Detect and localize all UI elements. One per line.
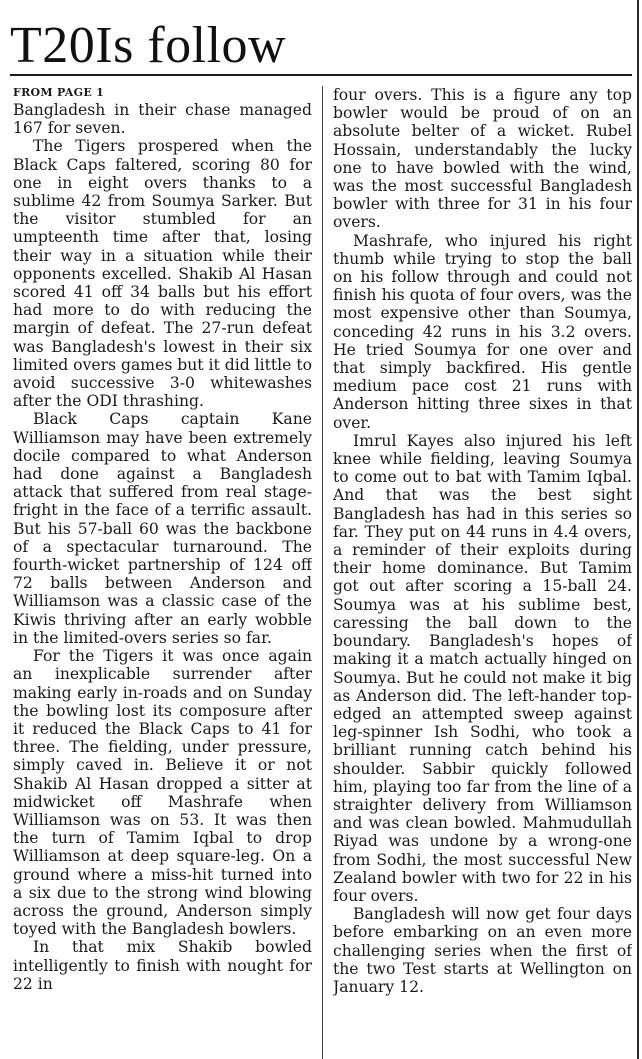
paragraph: Bangladesh will now get four days before embarking on an even more challenging series when the first of the two Test starts at Wellington on January 12. [333, 905, 632, 996]
paragraph: The Tigers prospered when the Black Caps faltered, scoring 80 for one in eight overs thanks to a sublime 42 from Soumya Sarker. But the visitor stumbled for an umpteenth time after that, losing their way in a situation while their opponents excelled. Shakib Al Hasan scored 41 off 34 balls but his effort had more to do with reducing the margin of defeat. The 27-run defeat was Bangladesh's lowest in their six limited overs games but it did little to avoid successive 3-0 whitewashes after the ODI thrashing. [13, 137, 312, 411]
paragraph: Imrul Kayes also injured his left knee while fielding, leaving Soumya to come out to bat with Tamim Iqbal. And that was the best sight Bangladesh has had in this series so far. They put on 44 runs in 4.4 overs, a reminder of their exploits during their home dominance. But Tamim got out after scoring a 15-ball 24. Soumya was at his sublime best, caressing the ball down to the boundary. Bangladesh's hopes of making it a match actually hinged on Soumya. But he could not make it big as Anderson did. The left-hander top-edged an attempted sweep against leg-spinner Ish Sodhi, who took a brilliant running catch behind his shoulder. Sabbir quickly followed him, playing too far from the line of a straighter delivery from Williamson and was clean bowled. Mahmudullah Riyad was undone by a wrong-one from Sodhi, the most successful New Zealand bowler with two for 22 in his four overs. [333, 431, 632, 905]
paragraph: For the Tigers it was once again an inexplicable surrender after making early in-roads and on Sunday the bowling lost its composure after it reduced the Black Caps to 41 for three. The fielding, under pressure, simply caved in. Believe it or not Shakib Al Hasan dropped a sitter at midwicket off Mashrafe when Williamson was on 53. It was then the turn of Tamim Iqbal to drop Williamson at deep square-leg. On a ground where a miss-hit turned into a six due to the strong wind blowing across the ground, Anderson simply toyed with the Bangladesh bowlers. [13, 647, 312, 939]
column-divider [322, 86, 323, 1059]
continuation-kicker: FROM PAGE 1 [13, 86, 105, 99]
article-column-right [333, 86, 632, 1059]
article-column-left [13, 86, 312, 1059]
headline: T20Is follow [10, 17, 287, 74]
page-edge-rule [637, 0, 639, 1059]
paragraph: In that mix Shakib bowled intelligently to finish with nought for 22 in [13, 938, 312, 993]
paragraph: Black Caps captain Kane Williamson may have been extremely docile compared to what Anderson had done against a Bangladesh attack that suffered from real stage-fright in the face of a terrific assault. But his 57-ball 60 was the backbone of a spectacular turnaround. The fourth-wicket partnership of 124 off 72 balls between Anderson and Williamson was a classic case of the Kiwis thriving after an early wobble in the limited-overs series so far. [13, 410, 312, 647]
paragraph: four overs. This is a figure any top bowler would be proud of on an absolute belter of a wicket. Rubel Hossain, understandably the lucky one to have bowled with the wind, was the most successful Bangladesh bowler with three for 31 in his four overs. [333, 86, 632, 232]
paragraph: Mashrafe, who injured his right thumb while trying to stop the ball on his follow through and could not finish his quota of four overs, was the most expensive other than Soumya, conceding 42 runs in his 3.2 overs. He tried Soumya for one over and that simply backfired. His gentle medium pace cost 21 runs with Anderson hitting three sixes in that over. [333, 231, 632, 432]
headline-rule [10, 74, 632, 76]
paragraph: Bangladesh in their chase managed 167 for seven. [13, 101, 312, 138]
